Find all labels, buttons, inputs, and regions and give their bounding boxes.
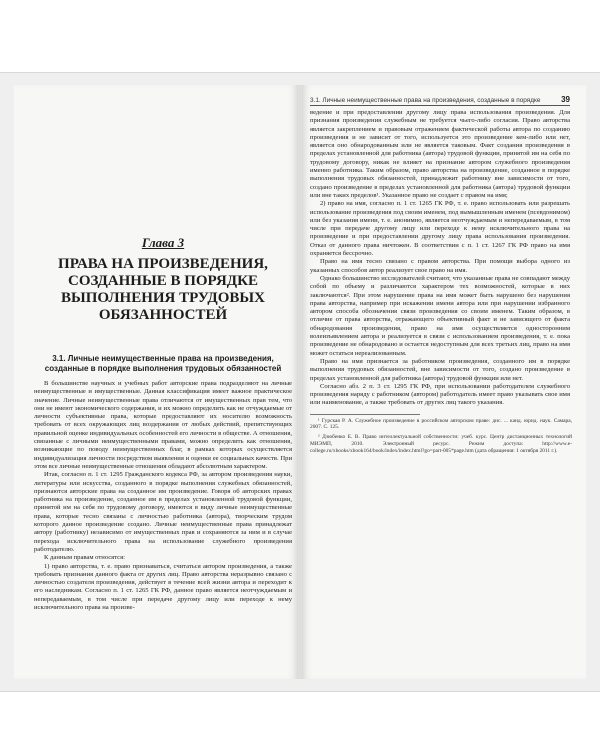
page-number: 39 (561, 95, 570, 104)
paragraph: 2) право на имя, согласно п. 1 ст. 1265 ГК РФ, т. е. право использовать или разрешать использование произведения под своим именем, под вымышленным именем (псевдонимом) или без указания имени, т. е. анонимно, является неотчуждаемым и непередаваемым, в том числе при передаче другому лицу или переходе к нему исключительного права на произведение и при предоставлении другому лицу права использования произведения. Отказ от данного права ничтожен. В соответствии с п. 1 ст. 1267 ГК РФ право на имя охраняется бессрочно. (310, 200, 570, 258)
running-head-text: 3.1. Личные неимущественные права на произведения, созданные в порядке (310, 97, 541, 104)
paragraph: Согласно абз. 2 п. 3 ст. 1295 ГК РФ, при использовании работодателем служебного произведения наряду с работником (автором) работодатель имеет право указывать свое имя или наименование, а также требовать от других лиц такого указания. (310, 382, 570, 407)
chapter-number: Глава 3 (141, 235, 185, 250)
running-head (310, 95, 570, 106)
paragraph: В большинстве научных и учебных работ авторские права подразделяют на личные неимущественные и имущественные. Данная классификация имеет важное практическое значение. Личные неимущественные права отличаются от имущественных прав тем, что они не имеют экономического содержания, и их можно определить как не отчуждаемые от личности субъективные права, которые предоставляют их носителю возможность требовать от всех окружающих лиц воздержания от любых действий, препятствующих правильной оценке индивидуальных особенностей его личности в обществе. А отношения, связанные с личными неимущественными правами, можно определить как отношения, возникающие по поводу неимущественных благ, в рамках которых осуществляется индивидуализация личности посредством выявления и оценки ее социальных качеств. При этом все личные неимущественные отношения обладают абсолютным характером. (34, 380, 292, 470)
left-page (14, 85, 298, 679)
paragraph: Право на имя признается за работником произведения, созданного им в порядке выполнения трудовых обязанностей, вне зависимости от того, создано произведение в пределах установленной для работника (автора) трудовой функции или нет. (310, 357, 570, 382)
book-spread (0, 72, 600, 692)
footnote-separator (310, 414, 420, 415)
footnote: ¹ Гурская Р. А. Служебное произведение в российском авторском праве: дис. ... канд. юрид. наук. Самара, 2007. С. 125. (310, 417, 572, 431)
right-page (302, 85, 586, 679)
paragraph: К данным правам относятся: (44, 554, 125, 562)
paragraph: Итак, согласно п. 1 ст. 1295 Гражданского кодекса РФ, за автором произведения науки, литературы или искусства, созданного в порядке выполнения служебных обязанностей, признаются авторские права на созданное им произведение. Говоря об авторских правах работника на произведение, созданное им в пределах установленной трудовой функции, принятой им на себя по трудовому договору, имеются в виду личные неимущественные права, которые тесно связаны с личностью работника (автора), творческим трудом которого данное произведение создано. Личные неимущественные права принадлежат автору (работнику) независимо от имущественных прав и сохраняются за ним и в случае перехода исключительного права на использование служебного произведения работодателю. (34, 471, 292, 553)
chapter-title: ПРАВА НА ПРОИЗВЕДЕНИЯ, СОЗДАННЫЕ В ПОРЯДКЕ ВЫПОЛНЕНИЯ ТРУДОВЫХ ОБЯЗАННОСТЕЙ (58, 256, 268, 323)
section-title: 3.1. Личные неимущественные права на произведения, созданные в порядке выполнения трудовых обязанностей (44, 354, 282, 373)
paragraph: 1) право авторства, т. е. право признаваться, считаться автором произведения, а также требовать признания данного факта от других лиц. Право авторства неразрывно связано с личностью создателя произведения, действует в течение всей жизни автора и переходит к его наследникам. Согласно п. 1 ст. 1265 ГК РФ, данное право является неотчуждаемым и непередаваемым, в том числе при передаче другому лицу или переходе к нему исключительного права на произве- (34, 562, 292, 612)
paragraph: Право на имя тесно связано с правом авторства. При помощи выбора одного из указанных способов автор реализует свое право на имя. (310, 258, 570, 274)
paragraph: Однако большинство исследователей считают, что указанные права не совпадают между собой по объему и различаются характером тех возможностей, которые в них заключаются². При этом нарушение права на имя может быть нарушено без нарушения права авторства, например при искажении имени автора или при нарушении избранного автором способа обозначения связи произведения со своим именем. Таким образом, в отличие от права авторства, отражающего объективный факт и не зависящего от факта обнародования произведения, право на имя осуществляется односторонним волеизъявлением автора и реализуется в связи с использованием произведения, т. е. пока произведение не обнародовано и остается недоступным для всех третьих лиц, право на имя может остаться нереализованным. (310, 274, 570, 357)
paragraph: ведение и при предоставлении другому лицу права использования произведения. Для признания произведения служебным не требуется чьего-либо согласия. Право авторства является закреплением и правовым отражением фактической работы автора по созданию произведения и не зависит от того, используется это произведение кем-либо или нет, является оно обнародованным или не является таковым. Факт создания произведения в пределах установленной для работника (автора) трудовой функции, принятой им на себя по трудовому договору, никак не влияет на признание автором служебного произведения именно работника. Таким образом, право авторства на произведение, созданное в порядке выполнения трудовых обязанностей, принадлежит работнику вне зависимости от того, создано произведение в пределах установленной для работника (автора) трудовой функции или вне таких пределов¹. Указанное право не создает с правом на имя; (310, 109, 570, 199)
footnote: ² Дзюбенко Е. В. Право интеллектуальной собственности: учеб. курс. Центр дистанционных технологий МИЭМП, 2010. Электронный ресурс. Режим доступа: http://www.e-college.ru/xbooks/xbook164/book/index/index.html?go=part-005*page.htm (дата обращения: 1 октября 2011 г.). (310, 434, 572, 454)
